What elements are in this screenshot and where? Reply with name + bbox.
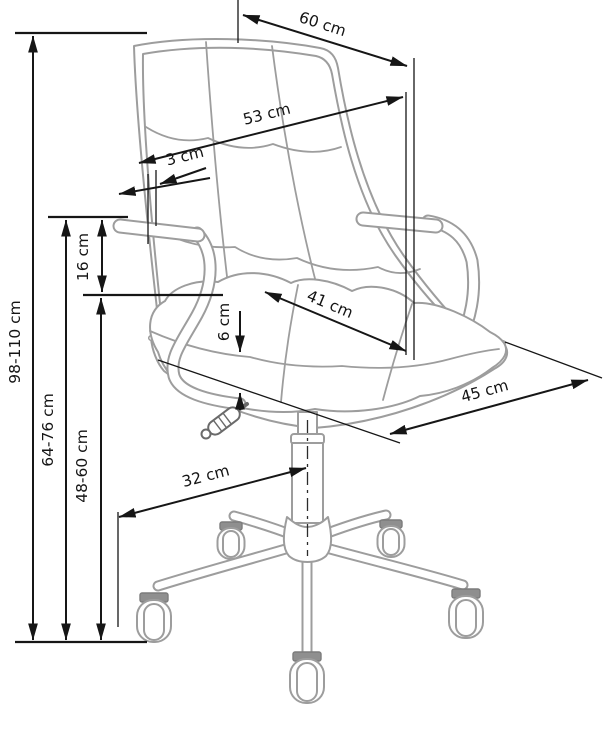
caster-back-left <box>218 522 245 559</box>
label-armrest-height: 64-76 cm <box>39 393 57 467</box>
caster-front-left <box>137 593 171 642</box>
caster-back-right <box>378 520 405 557</box>
label-seat-height: 48-60 cm <box>73 429 91 503</box>
label-base-arm-reach: 32 cm <box>180 461 232 491</box>
label-backrest-thickness: 3 cm <box>163 142 206 170</box>
label-overall-height: 98-110 cm <box>6 300 24 384</box>
caster-front-center <box>290 652 324 703</box>
caster-front-right <box>449 589 483 638</box>
label-armrest-above-seat: 16 cm <box>74 232 92 282</box>
label-seat-depth: 45 cm <box>459 376 511 407</box>
chair-illustration <box>120 39 507 703</box>
base-legs <box>137 515 483 703</box>
label-seat-cushion-thickness: 6 cm <box>215 302 233 342</box>
label-seat-width: 41 cm <box>304 286 356 323</box>
label-backrest-width: 53 cm <box>241 99 293 129</box>
label-backrest-top-width: 60 cm <box>296 8 349 41</box>
